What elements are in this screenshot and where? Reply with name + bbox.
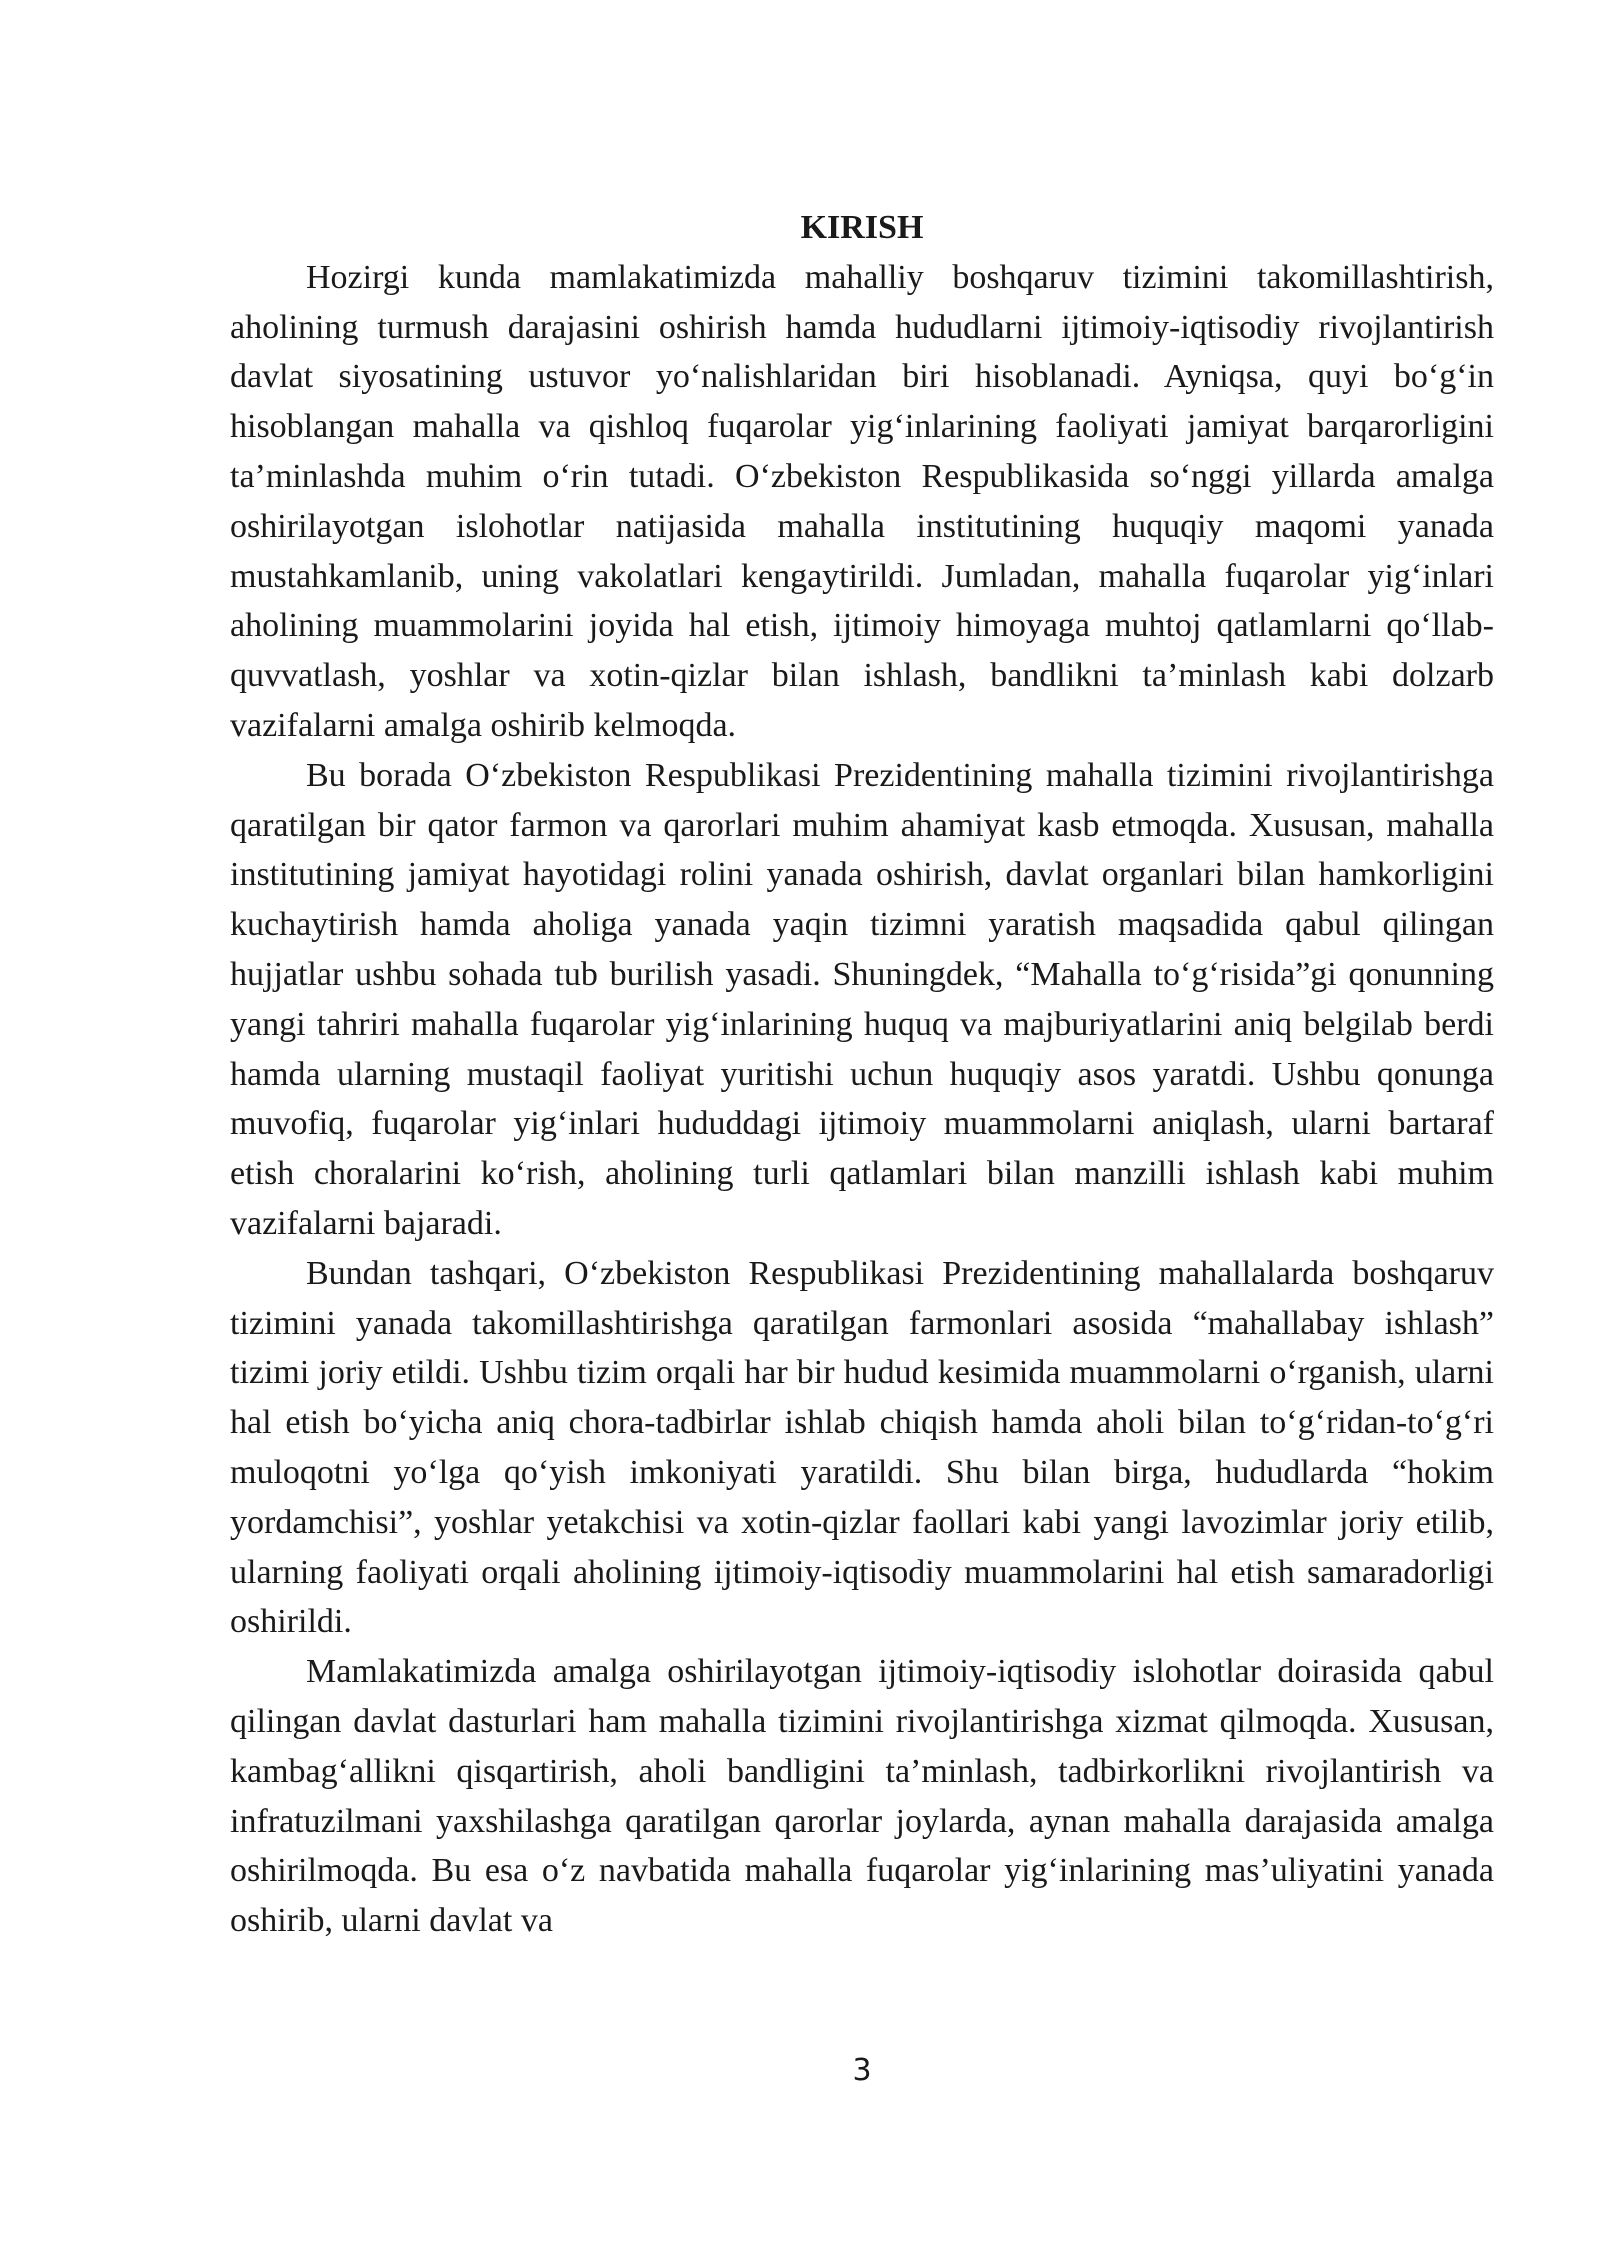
paragraph-3: Bundan tashqari, O‘zbekiston Respublikasi Prezidentining mahallalarda boshqaruv tizimini yanada takomillashtirishga qaratilgan farmonlari asosida “mahallabay ishlash” tizimi joriy etildi. Ushbu tizim orqali har bir hudud kesimida muammolarni o‘rganish, ularni hal etish bo‘yicha aniq chora-tadbirlar ishlab chiqish hamda aholi bilan to‘g‘ridan-to‘g‘ri muloqotni yo‘lga qo‘yish imkoniyati yaratildi. Shu bilan birga, hududlarda “hokim yordamchisi”, yoshlar yetakchisi va xotin-qizlar faollari kabi yangi lavozimlar joriy etilib, ularning faoliyati orqali aholining ijtimoiy-iqtisodiy muammolarini hal etish samaradorligi oshirildi. bbox=[230, 1254, 1494, 1641]
page-number: 3 bbox=[852, 2053, 872, 2088]
paragraph-4: Mamlakatimizda amalga oshirilayotgan ijtimoiy-iqtisodiy islohotlar doirasida qabul qilingan davlat dasturlari ham mahalla tizimini rivojlantirishga xizmat qilmoqda. Xususan, kambag‘allikni qisqartirish, aholi bandligini ta’minlash, tadbirkorlikni rivojlantirish va infratuzilmani yaxshilashga qaratilgan qarorlar joylarda, aynan mahalla darajasida amalga oshirilmoqda. Bu esa o‘z navbatida mahalla fuqarolar yig‘inlarining mas’uliyatini yanada oshirib, ularni davlat va bbox=[230, 1653, 1494, 1940]
section-title: KIRISH bbox=[800, 209, 924, 246]
paragraph-1: Hozirgi kunda mamlakatimizda mahalliy boshqaruv tizimini takomillashtirish, aholining turmush darajasini oshirish hamda hududlarni ijtimoiy-iqtisodiy rivojlantirish davlat siyosatining ustuvor yo‘nalishlaridan biri hisoblanadi. Ayniqsa, quyi bo‘g‘in hisoblangan mahalla va qishloq fuqarolar yig‘inlarining faoliyati jamiyat barqarorligini ta’minlashda muhim o‘rin tutadi. O‘zbekiston Respublikasida so‘nggi yillarda amalga oshirilayotgan islohotlar natijasida mahalla institutining huquqiy maqomi yanada mustahkamlanib, uning vakolatlari kengaytirildi. Jumladan, mahalla fuqarolar yig‘inlari aholining muammolarini joyida hal etish, ijtimoiy himoyaga muhtoj qatlamlarni qo‘llab-quvvatlash, yoshlar va xotin-qizlar bilan ishlash, bandlikni ta’minlash kabi dolzarb vazifalarni amalga oshirib kelmoqda. bbox=[230, 258, 1494, 744]
paragraph-2: Bu borada O‘zbekiston Respublikasi Prezidentining mahalla tizimini rivojlantirishga qaratilgan bir qator farmon va qarorlari muhim ahamiyat kasb etmoqda. Xususan, mahalla institutining jamiyat hayotidagi rolini yanada oshirish, davlat organlari bilan hamkorligini kuchaytirish hamda aholiga yanada yaqin tizimni yaratish maqsadida qabul qilingan hujjatlar ushbu sohada tub burilish yasadi. Shuningdek, “Mahalla to‘g‘risida”gi qonunning yangi tahriri mahalla fuqarolar yig‘inlarining huquq va majburiyatlarini aniq belgilab berdi hamda ularning mustaqil faoliyat yuritishi uchun huquqiy asos yaratdi. Ushbu qonunga muvofiq, fuqarolar yig‘inlari hududdagi ijtimoiy muammolarni aniqlash, ularni bartaraf etish choralarini ko‘rish, aholining turli qatlamlari bilan manzilli ishlash kabi muhim vazifalarni bajaradi. bbox=[230, 756, 1494, 1242]
page-content bbox=[230, 203, 1494, 1946]
